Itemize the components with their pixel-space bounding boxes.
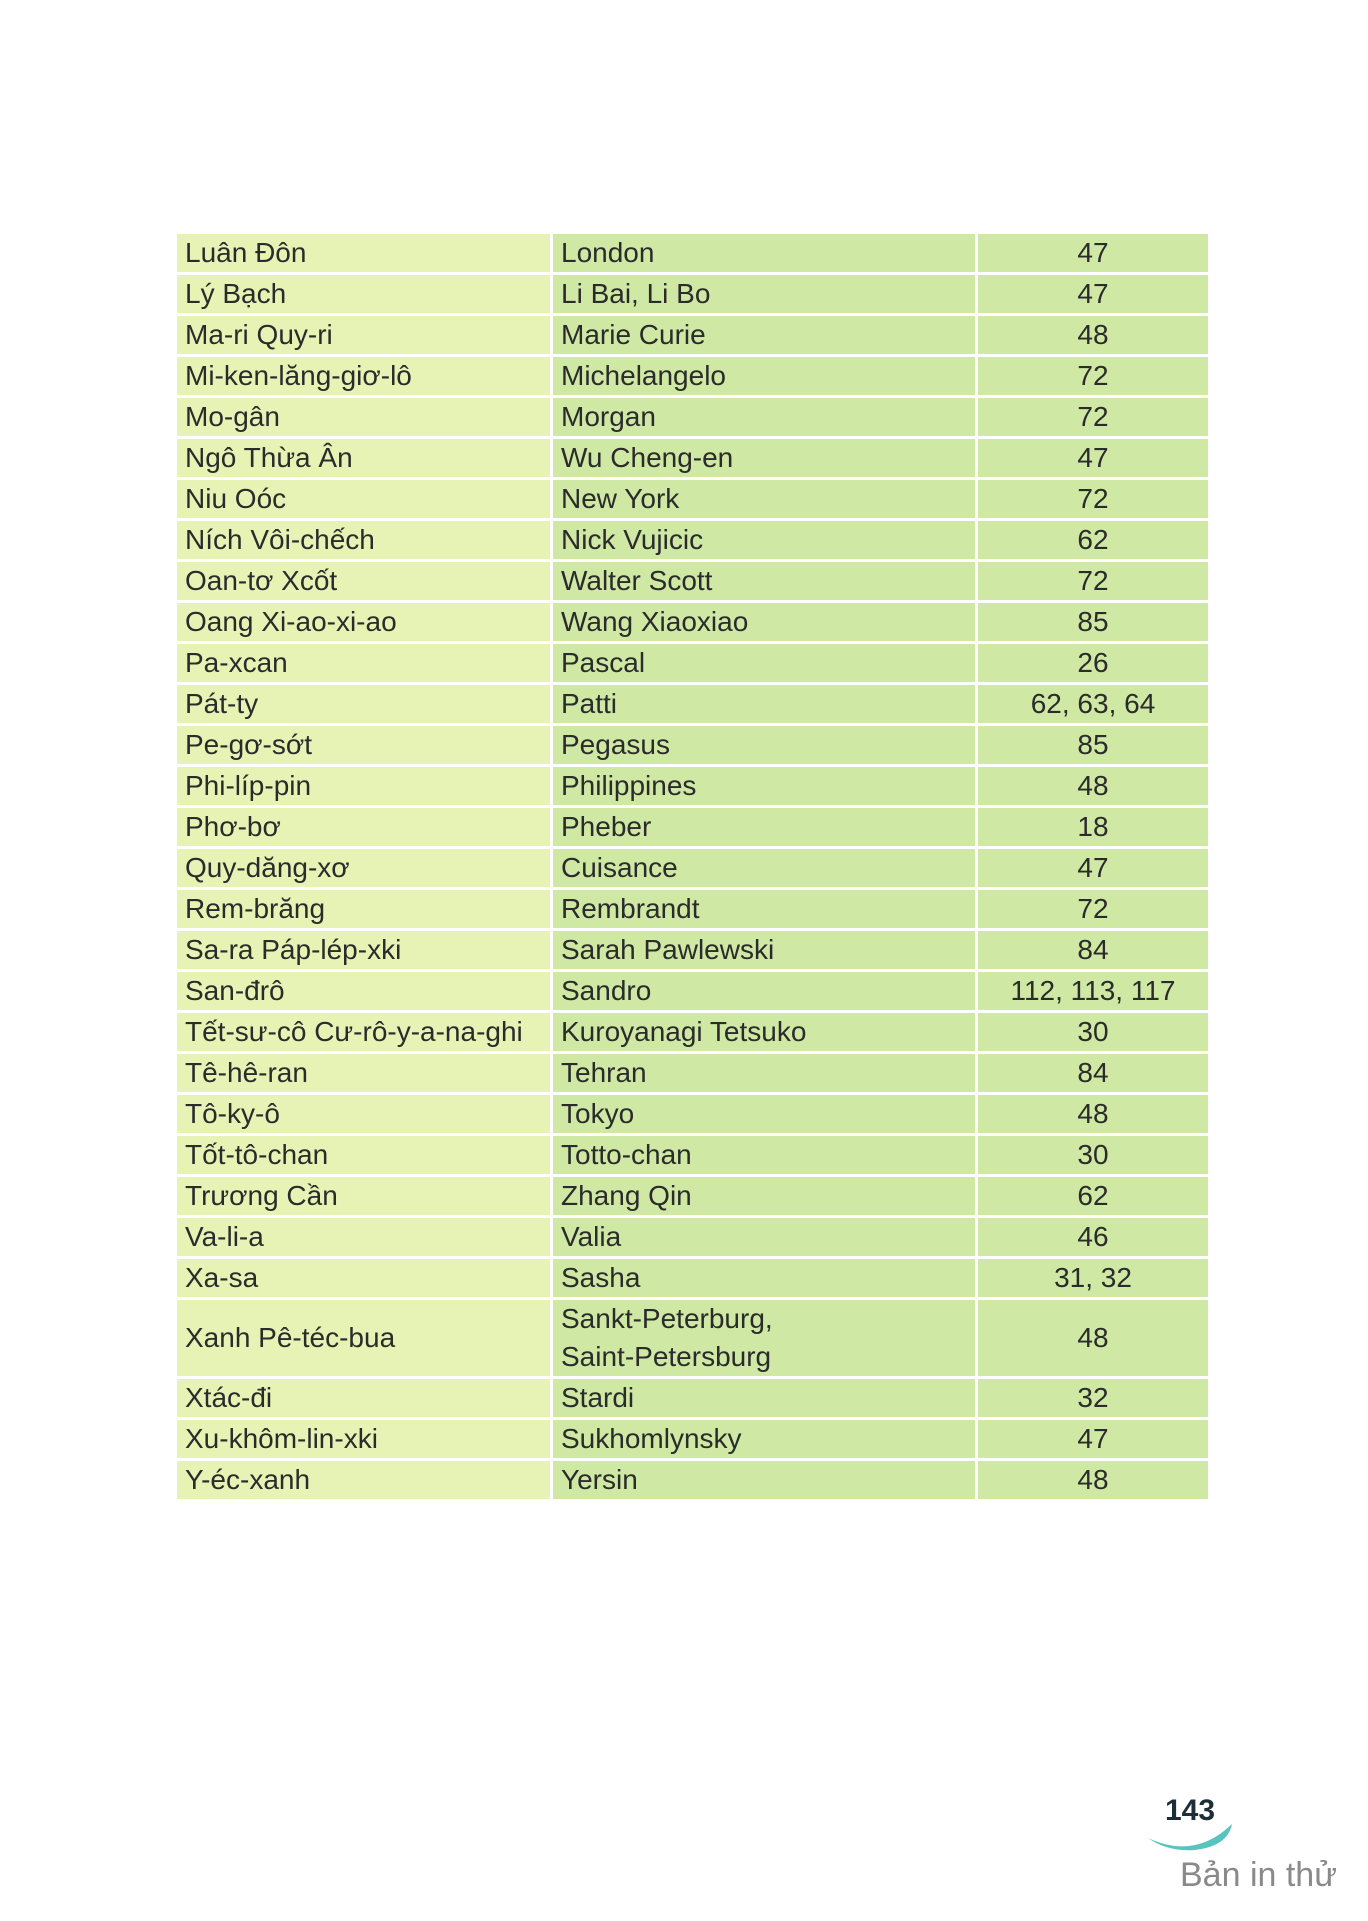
- table-row: [176, 1299, 1210, 1378]
- page-ref-cell: 72: [977, 356, 1210, 397]
- original-name-cell: Sukhomlynsky: [552, 1419, 977, 1460]
- original-name-cell: Morgan: [552, 397, 977, 438]
- page-ref-cell: 85: [977, 725, 1210, 766]
- page-ref-cell: 112, 113, 117: [977, 971, 1210, 1012]
- original-name-cell: Sandro: [552, 971, 977, 1012]
- original-name-cell: New York: [552, 479, 977, 520]
- vietnamese-name-cell: Ma-ri Quy-ri: [176, 315, 552, 356]
- vietnamese-name-cell: Pe-gơ-sớt: [176, 725, 552, 766]
- original-name-cell: Totto-chan: [552, 1135, 977, 1176]
- table-row: [176, 848, 1210, 889]
- original-name-cell: Tokyo: [552, 1094, 977, 1135]
- page-ref-cell: 30: [977, 1135, 1210, 1176]
- page-ref-cell: 47: [977, 1419, 1210, 1460]
- table-row: [176, 1135, 1210, 1176]
- page-ref-cell: 48: [977, 1094, 1210, 1135]
- vietnamese-name-cell: Phơ-bơ: [176, 807, 552, 848]
- table-row: [176, 274, 1210, 315]
- page-ref-cell: 72: [977, 889, 1210, 930]
- page-ref-cell: 48: [977, 315, 1210, 356]
- original-name-cell: Patti: [552, 684, 977, 725]
- table-row: [176, 561, 1210, 602]
- original-name-cell: Philippines: [552, 766, 977, 807]
- table-row: [176, 1176, 1210, 1217]
- vietnamese-name-cell: Lý Bạch: [176, 274, 552, 315]
- original-name-cell: Tehran: [552, 1053, 977, 1094]
- vietnamese-name-cell: Oang Xi-ao-xi-ao: [176, 602, 552, 643]
- vietnamese-name-cell: Ngô Thừa Ân: [176, 438, 552, 479]
- original-name-cell: Sasha: [552, 1258, 977, 1299]
- page-ref-cell: 72: [977, 479, 1210, 520]
- original-name-cell: Pheber: [552, 807, 977, 848]
- page-number-badge: [1140, 1788, 1240, 1858]
- vietnamese-name-cell: Xanh Pê-téc-bua: [176, 1299, 552, 1378]
- table-row: [176, 766, 1210, 807]
- vietnamese-name-cell: Rem-brăng: [176, 889, 552, 930]
- original-name-cell: [552, 1299, 977, 1378]
- page-ref-cell: 62: [977, 1176, 1210, 1217]
- vietnamese-name-cell: Va-li-a: [176, 1217, 552, 1258]
- original-name-cell: London: [552, 233, 977, 274]
- original-name-cell: Walter Scott: [552, 561, 977, 602]
- vietnamese-name-cell: Phi-líp-pin: [176, 766, 552, 807]
- vietnamese-name-cell: Tết-sư-cô Cư-rô-y-a-na-ghi: [176, 1012, 552, 1053]
- original-name-cell: Valia: [552, 1217, 977, 1258]
- original-name-cell: Pegasus: [552, 725, 977, 766]
- page-ref-cell: 47: [977, 848, 1210, 889]
- table-row: [176, 315, 1210, 356]
- page-ref-cell: 72: [977, 397, 1210, 438]
- page-ref-cell: 46: [977, 1217, 1210, 1258]
- vietnamese-name-cell: Pát-ty: [176, 684, 552, 725]
- vietnamese-name-cell: Trương Cần: [176, 1176, 552, 1217]
- page-ref-cell: 84: [977, 1053, 1210, 1094]
- page-ref-cell: 47: [977, 438, 1210, 479]
- table-row: [176, 1053, 1210, 1094]
- vietnamese-name-cell: San-đrô: [176, 971, 552, 1012]
- vietnamese-name-cell: Pa-xcan: [176, 643, 552, 684]
- table-row: [176, 1460, 1210, 1501]
- table-row: [176, 356, 1210, 397]
- page-ref-cell: 85: [977, 602, 1210, 643]
- table-row: [176, 1012, 1210, 1053]
- original-name-cell: Kuroyanagi Tetsuko: [552, 1012, 977, 1053]
- page-ref-cell: 47: [977, 274, 1210, 315]
- original-name-cell: Wang Xiaoxiao: [552, 602, 977, 643]
- table-row: [176, 233, 1210, 274]
- vietnamese-name-cell: Xa-sa: [176, 1258, 552, 1299]
- original-name-cell: Michelangelo: [552, 356, 977, 397]
- original-name-cell: Yersin: [552, 1460, 977, 1501]
- table-row: [176, 1378, 1210, 1419]
- original-name-cell: Rembrandt: [552, 889, 977, 930]
- vietnamese-name-cell: Mi-ken-lăng-giơ-lô: [176, 356, 552, 397]
- page-ref-cell: 31, 32: [977, 1258, 1210, 1299]
- page-ref-cell: 62, 63, 64: [977, 684, 1210, 725]
- page-ref-cell: 48: [977, 1460, 1210, 1501]
- original-name-cell: Pascal: [552, 643, 977, 684]
- print-proof-label: Bản in thử: [1180, 1856, 1337, 1894]
- page-ref-cell: 30: [977, 1012, 1210, 1053]
- original-name-cell: Nick Vujicic: [552, 520, 977, 561]
- table-row: [176, 1094, 1210, 1135]
- vietnamese-name-cell: Sa-ra Páp-lép-xki: [176, 930, 552, 971]
- original-name-cell: Zhang Qin: [552, 1176, 977, 1217]
- page-ref-cell: 18: [977, 807, 1210, 848]
- original-name-cell: Marie Curie: [552, 315, 977, 356]
- page-ref-cell: 72: [977, 561, 1210, 602]
- table-row: [176, 438, 1210, 479]
- table-row: [176, 725, 1210, 766]
- page-ref-cell: 48: [977, 766, 1210, 807]
- page-ref-cell: 47: [977, 233, 1210, 274]
- table-row: [176, 479, 1210, 520]
- original-name-cell: Stardi: [552, 1378, 977, 1419]
- page-number: 143: [1164, 1794, 1216, 1827]
- original-name-cell: Wu Cheng-en: [552, 438, 977, 479]
- table-row: [176, 807, 1210, 848]
- vietnamese-name-cell: Oan-tơ Xcốt: [176, 561, 552, 602]
- vietnamese-name-cell: Luân Đôn: [176, 233, 552, 274]
- table-row: [176, 971, 1210, 1012]
- vietnamese-name-cell: Tê-hê-ran: [176, 1053, 552, 1094]
- table-row: [176, 520, 1210, 561]
- original-name-line: Saint-Petersburg: [561, 1341, 772, 1372]
- table-row: [176, 1419, 1210, 1460]
- table-row: [176, 643, 1210, 684]
- table-row: [176, 1217, 1210, 1258]
- original-name-line: Sankt-Peterburg,: [561, 1303, 773, 1334]
- page-ref-cell: 32: [977, 1378, 1210, 1419]
- table-row: [176, 889, 1210, 930]
- vietnamese-name-cell: Niu Oóc: [176, 479, 552, 520]
- table-row: [176, 602, 1210, 643]
- page-ref-cell: 84: [977, 930, 1210, 971]
- vietnamese-name-cell: Tô-ky-ô: [176, 1094, 552, 1135]
- vietnamese-name-cell: Quy-dăng-xơ: [176, 848, 552, 889]
- table-row: [176, 1258, 1210, 1299]
- vietnamese-name-cell: Tốt-tô-chan: [176, 1135, 552, 1176]
- original-name-cell: Sarah Pawlewski: [552, 930, 977, 971]
- vietnamese-name-cell: Y-éc-xanh: [176, 1460, 552, 1501]
- page-ref-cell: 62: [977, 520, 1210, 561]
- original-name-cell: Li Bai, Li Bo: [552, 274, 977, 315]
- name-glossary-table: [174, 231, 1211, 1502]
- vietnamese-name-cell: Xu-khôm-lin-xki: [176, 1419, 552, 1460]
- table-row: [176, 930, 1210, 971]
- vietnamese-name-cell: Ních Vôi-chếch: [176, 520, 552, 561]
- page-ref-cell: 48: [977, 1299, 1210, 1378]
- original-name-cell: Cuisance: [552, 848, 977, 889]
- table-row: [176, 397, 1210, 438]
- vietnamese-name-cell: Xtác-đi: [176, 1378, 552, 1419]
- vietnamese-name-cell: Mo-gân: [176, 397, 552, 438]
- page-ref-cell: 26: [977, 643, 1210, 684]
- table-row: [176, 684, 1210, 725]
